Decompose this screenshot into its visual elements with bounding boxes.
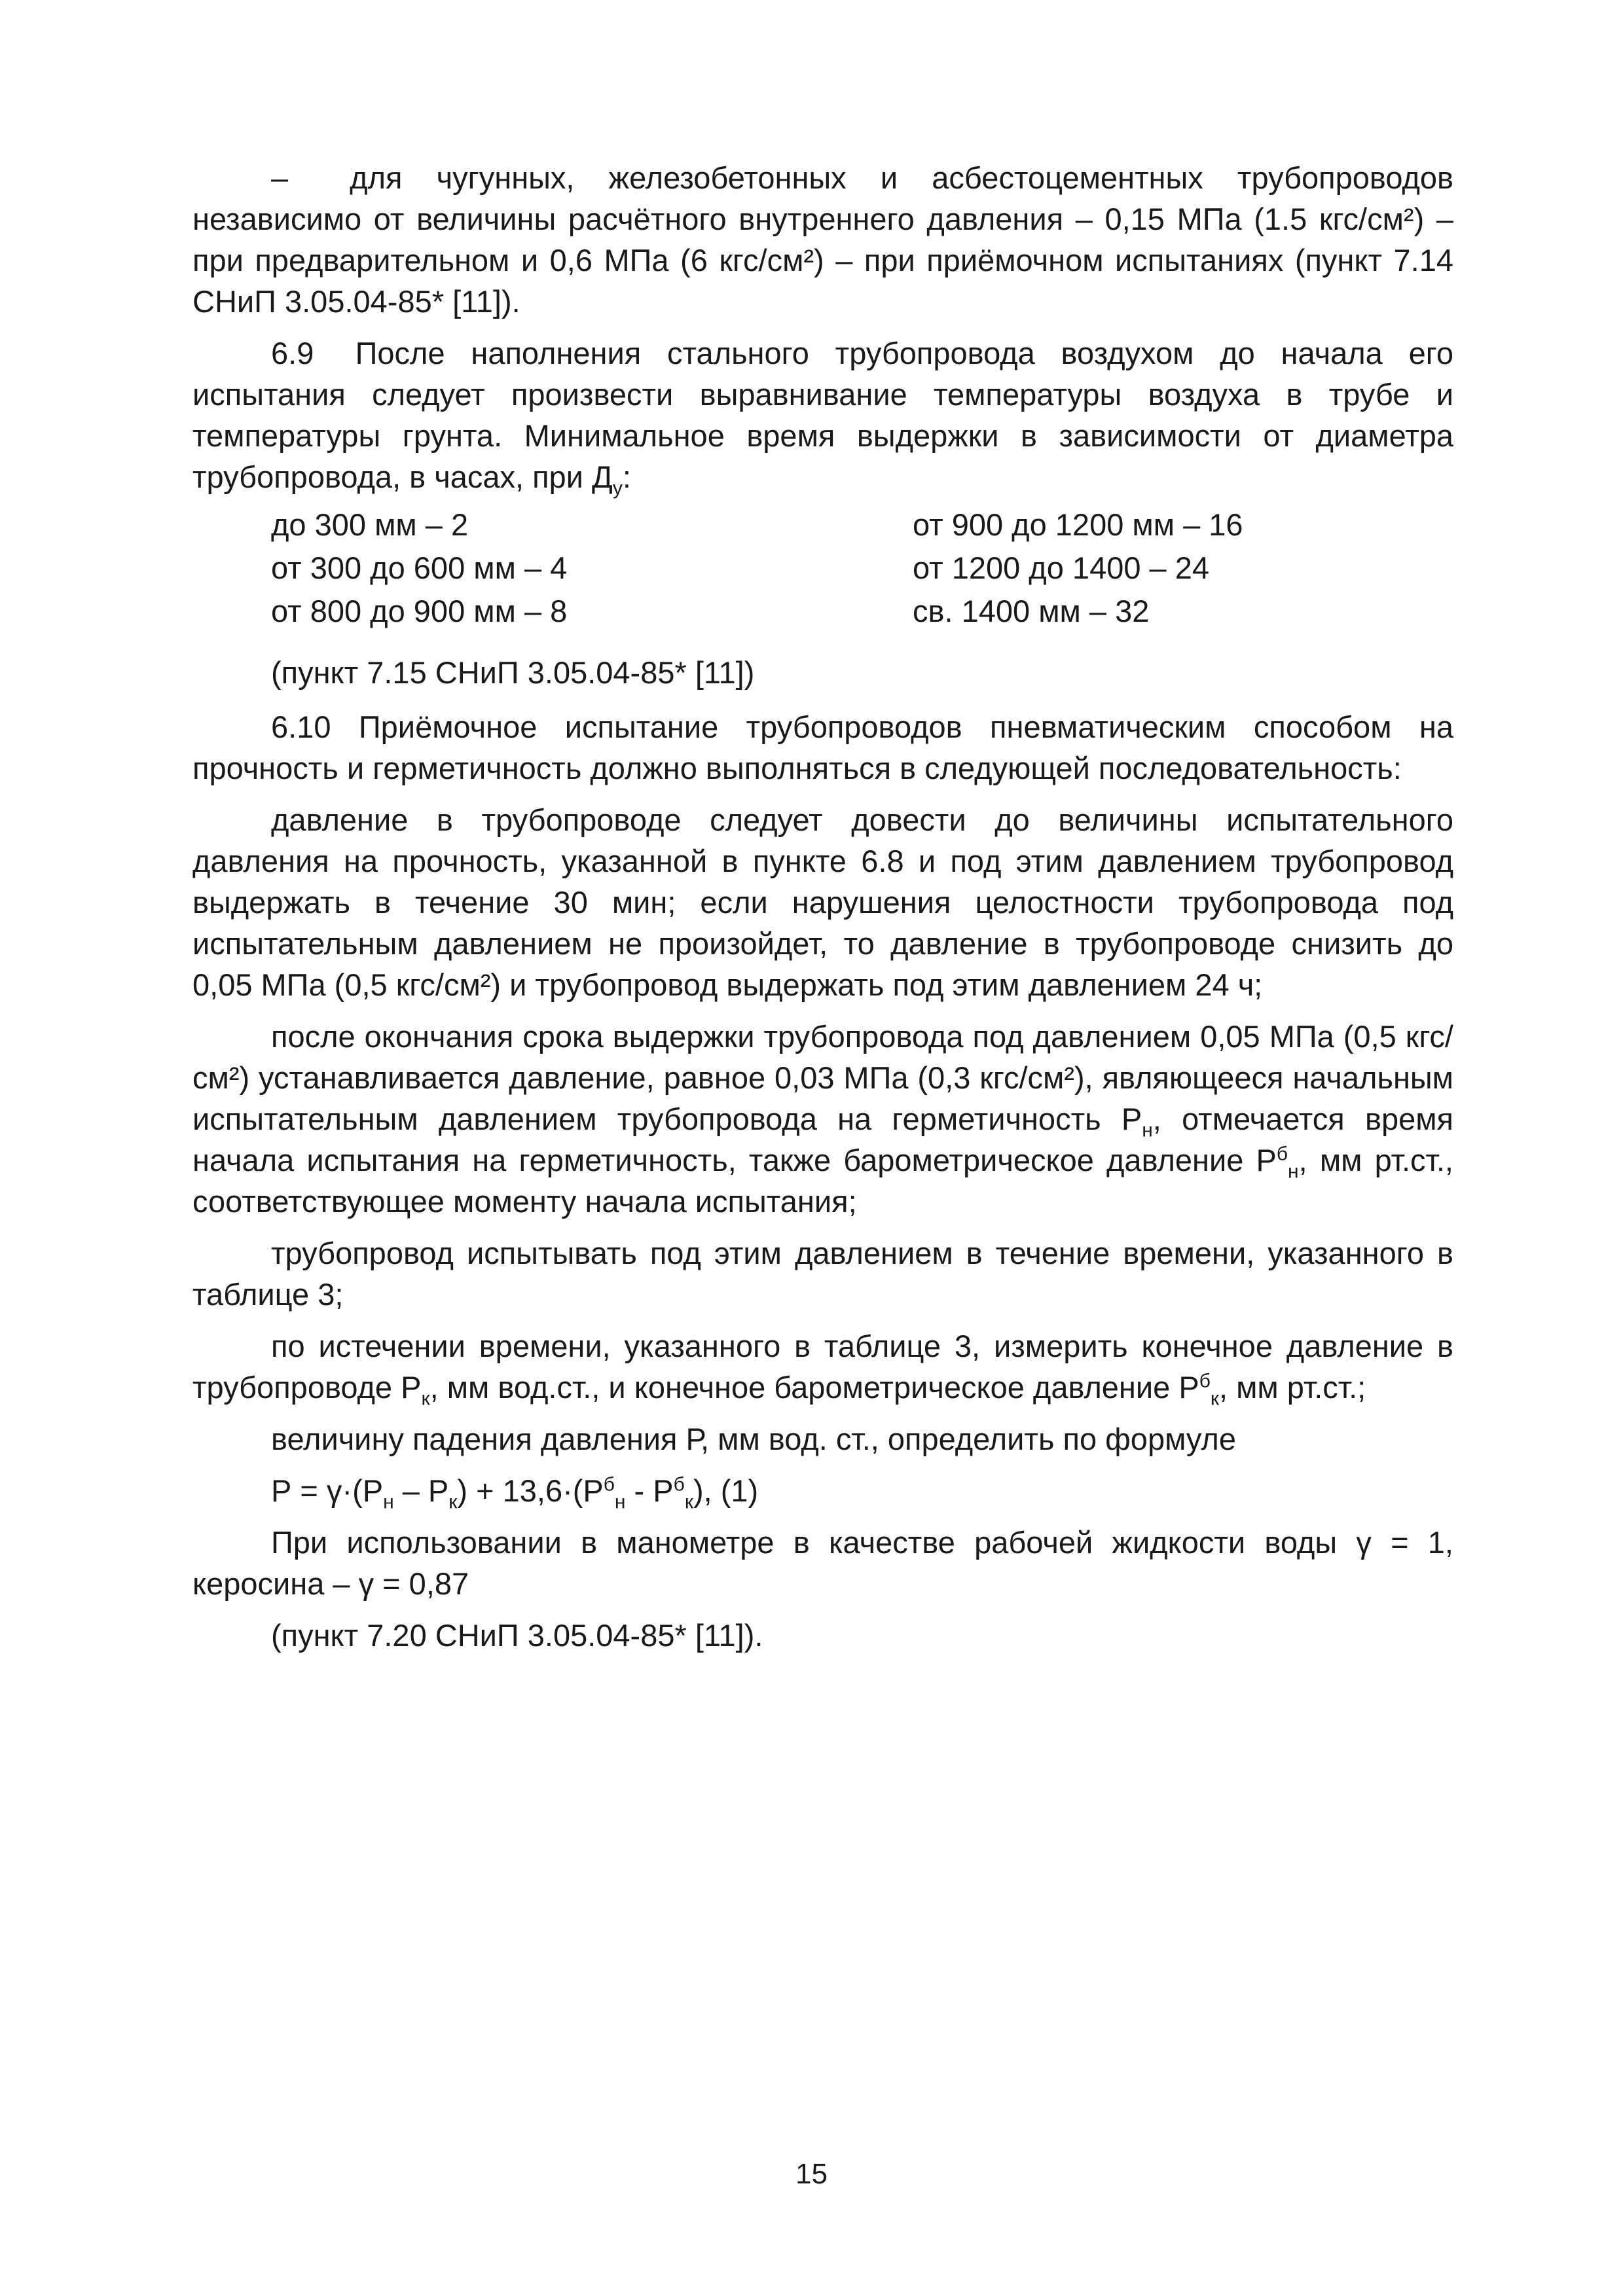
paragraph-text: после окончания срока выдержки трубопровода под давлением 0,05 МПа (0,5 кгс/см²) устанавливается давление, равное 0,03 МПа (0,3 кгс/см²), являющееся начальным испытательным давлением трубопровода на герметичность Р: [192, 1019, 1453, 1136]
paragraph-6-9: [192, 332, 1453, 497]
list-item: до 300 мм – 2: [271, 507, 469, 542]
paragraph-step-4: [192, 1325, 1453, 1408]
subscript: к: [684, 1491, 693, 1513]
subscript: н: [614, 1491, 626, 1513]
list-item: св. 1400 мм – 32: [913, 594, 1150, 628]
paragraph-text: Приёмочное испытание трубопроводов пневматическим способом на прочность и герметичность должно выполняться в следующей последовательность:: [192, 709, 1453, 785]
list-item: от 900 до 1200 мм – 16: [913, 507, 1243, 542]
formula-1: [192, 1470, 1453, 1511]
page-number: 15: [795, 2158, 828, 2190]
paragraph-text: , отмечается время начала испытания на герметичность, также барометрическое давление Р: [192, 1102, 1453, 1177]
list-item: от 300 до 600 мм – 4: [271, 550, 568, 585]
list-row: [271, 504, 1384, 547]
paragraph-step-5: величину падения давления Р, мм вод. ст., определить по формуле: [271, 1422, 1236, 1456]
subscript: к: [421, 1388, 430, 1410]
section-number: 6.9: [271, 336, 314, 370]
paragraph-6-10: [192, 706, 1453, 789]
paragraph-text: для чугунных, железобетонных и асбестоцементных трубопроводов независимо от величины расчётного внутреннего давления – 0,15 МПа (1.5 кгс/см²) – при предварительном и 0,6 МПа (6 кгс/см²) – при приёмочном испытаниях (пункт 7.14 СНиП 3.05.04-85* [11]).: [192, 160, 1453, 319]
list-row: [271, 590, 1384, 634]
diameter-time-list: [271, 504, 1384, 634]
formula-part: ) + 13,6·(Р: [457, 1473, 604, 1508]
paragraph-text: , мм рт.ст., соответствующее моменту начала испытания;: [192, 1143, 1453, 1219]
paragraph-step-2: [192, 1016, 1453, 1222]
paragraph-text: , мм вод.ст., и конечное барометрическое давление Р: [429, 1370, 1199, 1405]
paragraph-step-1: давление в трубопроводе следует довести до величины испытательного давления на прочность, указанной в пункте 6.8 и под этим давлением трубопровод выдержать в течение 30 мин; если нарушения целостности трубопровода под испытательным давлением не произойдет, то давление в трубопроводе снизить до 0,05 МПа (0,5 кгс/см²) и трубопровод выдержать под этим давлением 24 ч;: [192, 802, 1453, 1002]
superscript: б: [1199, 1370, 1211, 1392]
subscript: к: [448, 1491, 458, 1513]
list-item: от 1200 до 1400 – 24: [913, 550, 1210, 585]
subscript: н: [383, 1491, 394, 1513]
paragraph-text: по истечении времени, указанного в таблице 3, измерить конечное давление в трубопроводе Р: [192, 1329, 1453, 1405]
subscript: н: [1142, 1119, 1153, 1141]
list-dash: –: [271, 160, 289, 195]
formula-part: Р = γ·(Р: [271, 1473, 384, 1508]
punctuation: :: [622, 459, 631, 494]
list-row: [271, 547, 1384, 590]
body-text-lower: [192, 652, 1453, 1656]
paragraph-note: При использовании в манометре в качестве рабочей жидкости воды γ = 1, керосина – γ = 0,87: [192, 1525, 1453, 1601]
formula-part: – Р: [393, 1473, 449, 1508]
subscript: н: [1288, 1160, 1299, 1183]
formula-part: ), (1): [693, 1473, 759, 1508]
paragraph-text: , мм рт.ст.;: [1219, 1370, 1366, 1405]
reference-7-15: (пункт 7.15 СНиП 3.05.04-85* [11]): [271, 655, 755, 690]
paragraph-step-3: трубопровод испытывать под этим давлением в течение времени, указанного в таблице 3;: [192, 1236, 1453, 1312]
subscript: у: [612, 477, 623, 499]
superscript: б: [1276, 1143, 1288, 1165]
formula-part: - Р: [625, 1473, 674, 1508]
list-item: от 800 до 900 мм – 8: [271, 594, 568, 628]
superscript: б: [673, 1473, 685, 1496]
subscript: к: [1210, 1388, 1219, 1410]
section-number: 6.10: [271, 709, 331, 744]
paragraph-text: После наполнения стального трубопровода воздухом до начала его испытания следует произвести выравнивание температуры воздуха в трубе и температуры грунта. Минимальное время выдержки в зависимости от диаметра трубопровода, в часах, при Д: [192, 336, 1453, 494]
body-text-upper: [192, 157, 1453, 497]
paragraph-cast-iron-pipes: [192, 157, 1453, 322]
reference-7-20: (пункт 7.20 СНиП 3.05.04-85* [11]).: [271, 1618, 763, 1653]
superscript: б: [603, 1473, 615, 1496]
